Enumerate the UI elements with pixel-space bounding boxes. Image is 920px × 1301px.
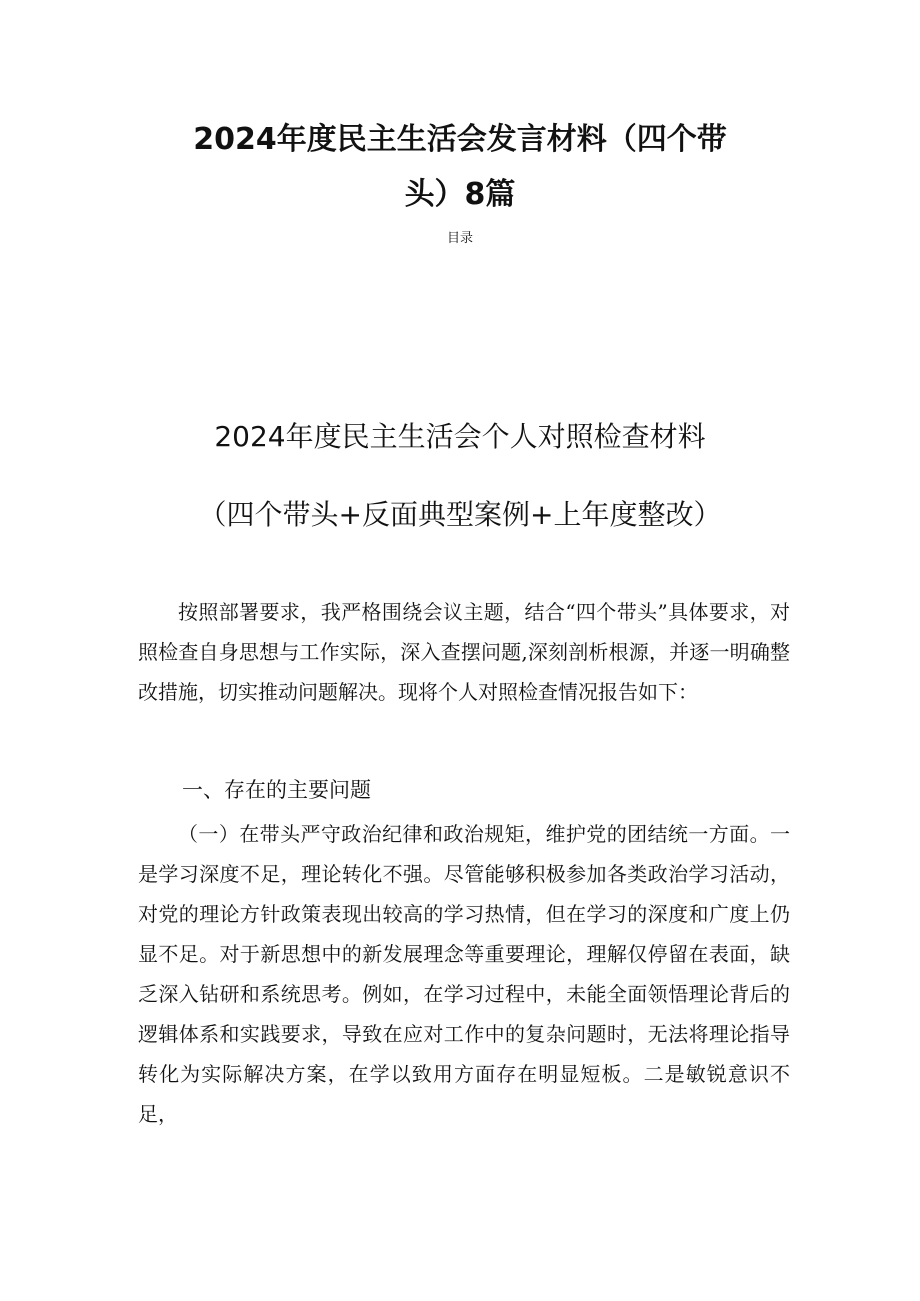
section-title-line-1: 2024年度民主生活会个人对照检查材料 bbox=[214, 420, 706, 453]
document-title-line-2: 头）8篇 bbox=[404, 177, 516, 212]
body-paragraph-1: （一）在带头严守政治纪律和政治规矩，维护党的团结统一方面。一是学习深度不足，理论转化不强。尽管能够积极参加各类政治学习活动，对党的理论方针政策表现出较高的学习热情，但在学习的深度和广度上仍显不足。对于新思想中的新发展理念等重要理论，理解仅停留在表面，缺乏深入钻研和系统思考。例如，在学习过程中，未能全面领悟理论背后的逻辑体系和实践要求，导致在应对工作中的复杂问题时，无法将理论指导转化为实际解决方案，在学以致用方面存在明显短板。二是敏锐意识不足， bbox=[138, 822, 790, 1126]
document-title-line-1: 2024年度民主生活会发言材料（四个带 bbox=[193, 122, 727, 157]
heading-main-problems: 一、存在的主要问题 bbox=[182, 778, 371, 802]
table-of-contents-label: 目录 bbox=[446, 231, 473, 246]
section-title-line-2: （四个带头+反面典型案例+上年度整改） bbox=[198, 498, 722, 531]
intro-paragraph: 按照部署要求，我严格围绕会议主题，结合“四个带头”具体要求，对照检查自身思想与工作实际，深入查摆问题,深刻剖析根源，并逐一明确整改措施，切实推动问题解决。现将个人对照检查情况报告如下： bbox=[138, 600, 790, 704]
